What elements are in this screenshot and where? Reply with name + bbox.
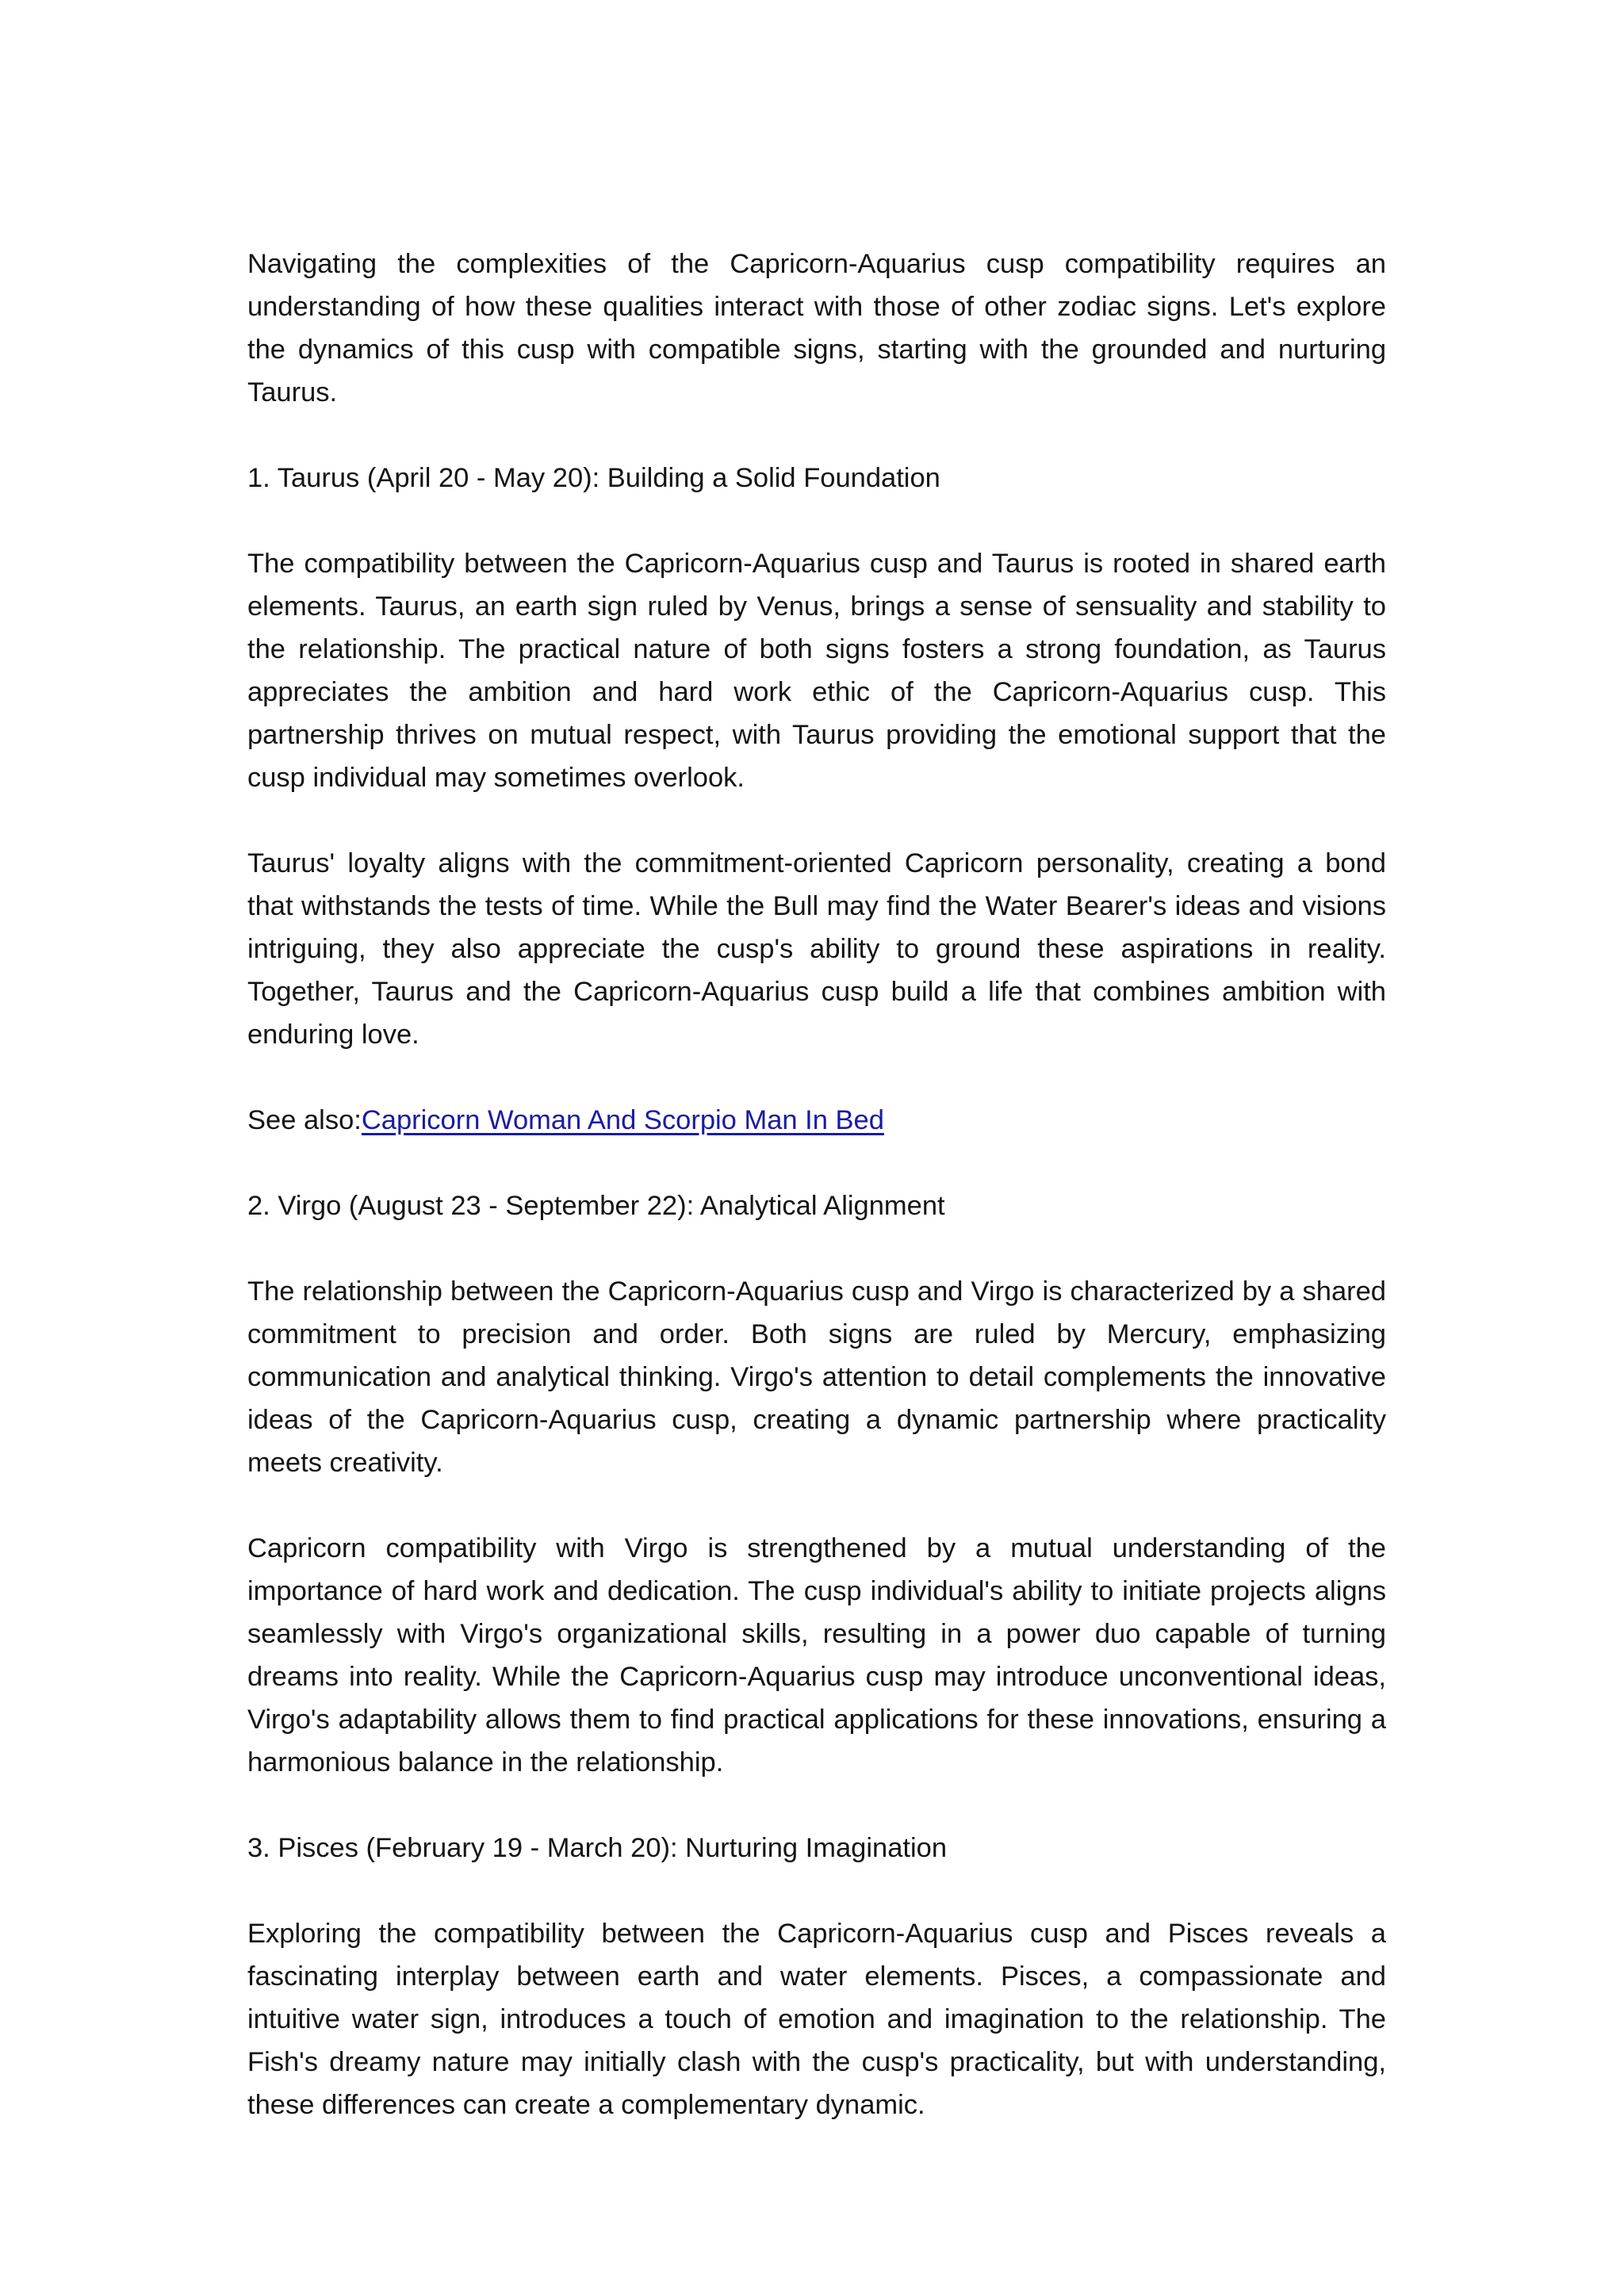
section-heading-pisces: 3. Pisces (February 19 - March 20): Nurturing Imagination xyxy=(247,1833,948,1863)
section-heading-virgo: 2. Virgo (August 23 - September 22): Analytical Alignment xyxy=(247,1191,945,1221)
taurus-paragraph-1: The compatibility between the Capricorn-Aquarius cusp and Taurus is rooted in shared earth elements. Taurus, an earth sign ruled by Venus, brings a sense of sensuality and stability to the relationship. The practical nature of both signs fosters a strong foundation, as Taurus appreciates the ambition and hard work ethic of the Capricorn-Aquarius cusp. This partnership thrives on mutual respect, with Taurus providing the emotional support that the cusp individual may sometimes overlook. xyxy=(247,549,1386,793)
see-also-prefix: See also: xyxy=(247,1105,362,1135)
virgo-paragraph-1: The relationship between the Capricorn-Aquarius cusp and Virgo is characterized by a shared commitment to precision and order. Both signs are ruled by Mercury, emphasizing communication and analytical thinking. Virgo's attention to detail complements the innovative ideas of the Capricorn-Aquarius cusp, creating a dynamic partnership where practicality meets creativity. xyxy=(247,1276,1386,1478)
section-heading-taurus: 1. Taurus (April 20 - May 20): Building a Solid Foundation xyxy=(247,463,940,493)
article-body xyxy=(247,243,1386,2126)
see-also-line xyxy=(247,1099,1386,1142)
taurus-paragraph-2: Taurus' loyalty aligns with the commitment-oriented Capricorn personality, creating a bond that withstands the tests of time. While the Bull may find the Water Bearer's ideas and visions intriguing, they also appreciate the cusp's ability to ground these aspirations in reality. Together, Taurus and the Capricorn-Aquarius cusp build a life that combines ambition with enduring love. xyxy=(247,848,1386,1050)
pisces-paragraph-1: Exploring the compatibility between the Capricorn-Aquarius cusp and Pisces reveals a fascinating interplay between earth and water elements. Pisces, a compassionate and intuitive water sign, introduces a touch of emotion and imagination to the relationship. The Fish's dreamy nature may initially clash with the cusp's practicality, but with understanding, these differences can create a complementary dynamic. xyxy=(247,1919,1386,2120)
intro-paragraph: Navigating the complexities of the Capricorn-Aquarius cusp compatibility requires an understanding of how these qualities interact with those of other zodiac signs. Let's explore the dynamics of this cusp with compatible signs, starting with the grounded and nurturing Taurus. xyxy=(247,249,1386,408)
virgo-paragraph-2: Capricorn compatibility with Virgo is strengthened by a mutual understanding of the importance of hard work and dedication. The cusp individual's ability to initiate projects aligns seamlessly with Virgo's organizational skills, resulting in a power duo capable of turning dreams into reality. While the Capricorn-Aquarius cusp may introduce unconventional ideas, Virgo's adaptability allows them to find practical applications for these innovations, ensuring a harmonious balance in the relationship. xyxy=(247,1533,1386,1777)
see-also-link[interactable]: Capricorn Woman And Scorpio Man In Bed xyxy=(361,1105,884,1135)
